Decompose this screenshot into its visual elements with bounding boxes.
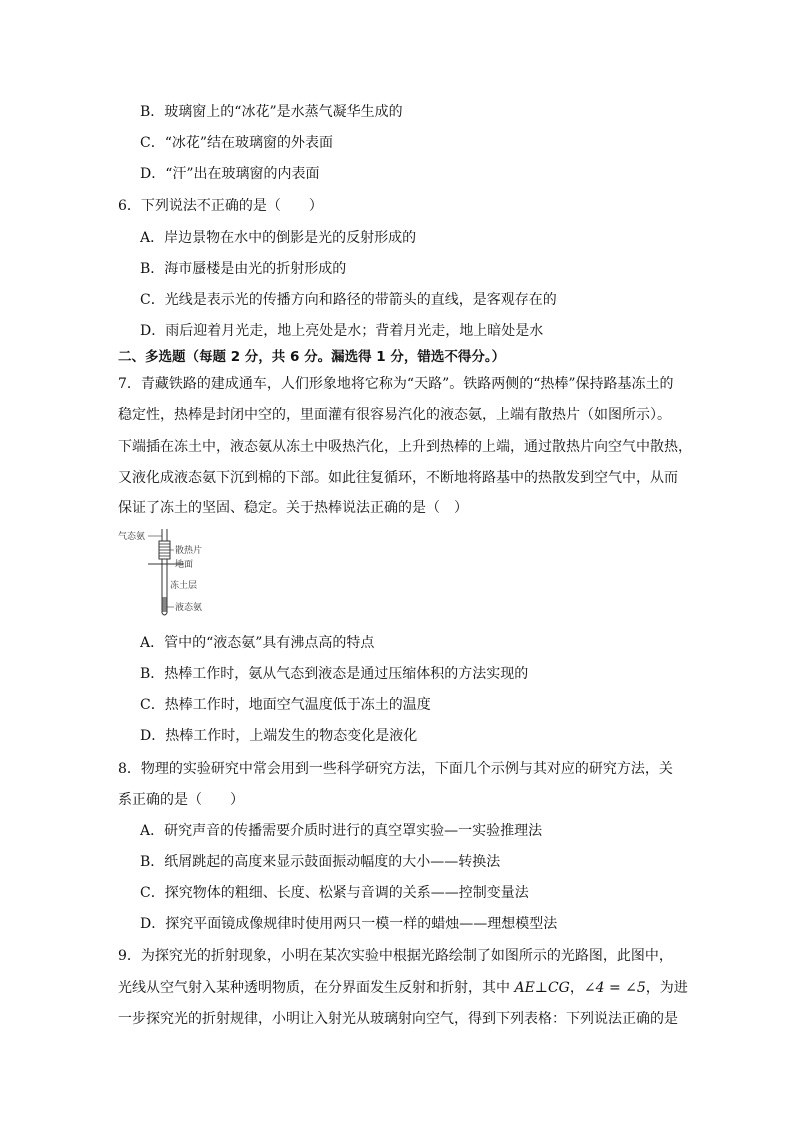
q9-stem-line-2 — [118, 978, 688, 998]
q7-stem-line-5: 保证了冻土的坚固、稳定。关于热棒说法正确的是（ ） — [118, 500, 468, 516]
q5-option-b: B．玻璃窗上的“冰花”是水蒸气凝华生成的 — [140, 104, 403, 120]
q6-option-a: A．岸边景物在水中的倒影是光的反射形成的 — [140, 230, 417, 246]
q8-stem-line-1: 8．物理的实验研究中常会用到一些科学研究方法，下面几个示例与其对应的研究方法，关 — [118, 761, 673, 777]
q9-text-b: ， — [569, 980, 584, 996]
q9-math-angles: ∠4 = ∠5 — [583, 980, 646, 996]
q5-option-d: D．“汗”出在玻璃窗的内表面 — [140, 166, 320, 182]
q6-option-c: C．光线是表示光的传播方向和路径的带箭头的直线，是客观存在的 — [140, 292, 557, 308]
q7-stem-line-2: 稳定性，热棒是封闭中空的，里面灌有很容易汽化的液态氨，上端有散热片（如图所示）。 — [118, 407, 671, 423]
q8-option-a: A．研究声音的传播需要介质时进行的真空罩实验—一实验推理法 — [140, 823, 543, 839]
q6-option-d: D．雨后迎着月光走，地上亮处是水；背着月光走，地上暗处是水 — [140, 323, 544, 339]
q6-option-b: B．海市蜃楼是由光的折射形成的 — [140, 261, 347, 277]
q7-option-c: C．热棒工作时，地面空气温度低于冻土的温度 — [140, 697, 431, 713]
liquid-ammonia — [163, 597, 167, 612]
q8-option-b: B．纸屑跳起的高度来显示鼓面振动幅度的大小——转换法 — [140, 854, 501, 870]
q6-stem: 6．下列说法不正确的是（ ） — [118, 198, 323, 214]
q8-option-c: C．探究物体的粗细、长度、松紧与音调的关系——控制变量法 — [140, 885, 529, 901]
label-fins: 散热片 — [175, 546, 203, 556]
q7-option-b: B．热棒工作时，氨从气态到液态是通过压缩体积的方法实现的 — [140, 666, 529, 682]
q8-option-d: D．探究平面镜成像规律时使用两只一模一样的蜡烛——理想模型法 — [140, 916, 558, 932]
label-frozen-soil: 冻土层 — [170, 581, 198, 591]
heat-pipe-bottom — [162, 613, 167, 615]
q7-stem-line-4: 又液化成液态氨下沉到棉的下部。如此往复循环，不断地将路基中的热散发到空气中，从而 — [118, 470, 678, 486]
q9-stem-line-3: 一步探究光的折射规律，小明让入射光从玻璃射向空气，得到下列表格：下列说法正确的是 — [118, 1011, 678, 1027]
q8-stem-line-2: 系正确的是（ ） — [118, 792, 244, 808]
section-heading-multiple-choice: 二、多选题（每题 2 分，共 6 分。漏选得 1 分，错选不得分。） — [118, 349, 506, 365]
label-gas-ammonia: 气态氨 — [118, 532, 146, 542]
q9-math-perpendicular: AE⊥CG — [514, 980, 570, 996]
q5-option-c: C．“冰花”结在玻璃窗的外表面 — [140, 135, 334, 151]
q9-text-a: 光线从空气射入某种透明物质，在分界面发生反射和折射，其中 — [118, 980, 515, 996]
q7-option-a: A．管中的“液态氨”具有沸点高的特点 — [140, 635, 375, 651]
q7-stem-line-3: 下端插在冻土中，液态氨从冻土中吸热汽化，上升到热棒的上端，通过散热片向空气中散热， — [118, 439, 692, 455]
q9-stem-line-1: 9．为探究光的折射现象，小明在某次实验中根据光路绘制了如图所示的光路图，此图中， — [118, 948, 673, 964]
label-ground: 地面 — [175, 560, 194, 570]
q9-text-c: ，为进 — [645, 980, 688, 996]
label-liquid-ammonia: 液态氨 — [175, 603, 203, 613]
heat-pipe-figure — [118, 527, 228, 619]
q7-stem-line-1: 7．青藏铁路的建成通车，人们形象地将它称为“天路”。铁路两侧的“热棒”保持路基冻土的 — [118, 376, 674, 392]
q7-option-d: D．热棒工作时，上端发生的物态变化是液化 — [140, 728, 418, 744]
